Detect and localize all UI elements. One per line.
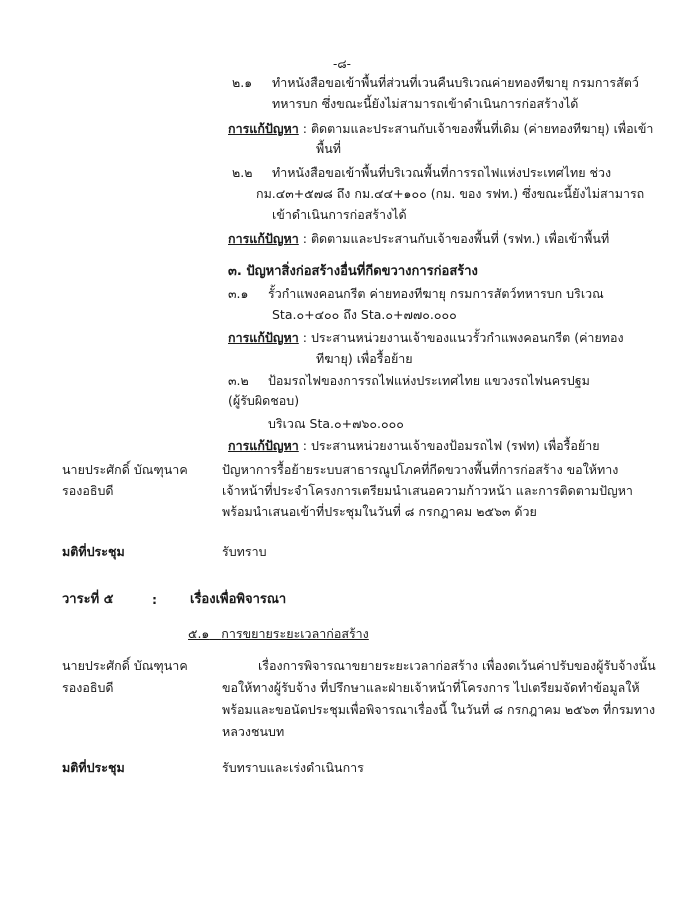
agenda-5-1 bbox=[188, 626, 369, 642]
speaker-1-line2: เจ้าหน้าที่ประจำโครงการเตรียมนำเสนอความก้าวหน้า และการติดตามปัญหา bbox=[222, 483, 633, 498]
agenda-5-label: วาระที่ ๕ bbox=[62, 592, 114, 607]
item-3-2-line3: บริเวณ Sta.๐+๗๖๐.๐๐๐ bbox=[268, 416, 404, 431]
solution-2-2-line1: : ติดตามและประสานกับเจ้าของพื้นที่ (รฟท.) เพื่อเข้าพื้นที่ bbox=[298, 231, 610, 246]
solution-label: การแก้ปัญหา bbox=[228, 330, 299, 345]
resolution-2-label: มติที่ประชุม bbox=[62, 760, 125, 775]
page-number: -๘- bbox=[333, 57, 351, 71]
resolution-2-text: รับทราบและเร่งดำเนินการ bbox=[222, 760, 364, 775]
item-3-2-number: ๓.๒ bbox=[228, 373, 249, 388]
speaker-2-name: นายประศักดิ์ บัณฑุนาค bbox=[62, 658, 188, 673]
item-2-1-number: ๒.๑ bbox=[232, 75, 253, 90]
speaker-1-name: นายประศักดิ์ บัณฑุนาค bbox=[62, 462, 188, 477]
solution-3-1 bbox=[228, 330, 624, 346]
item-3-1-line1: รั้วกำแพงคอนกรีต ค่ายทองทีฆายุ กรมการสัตว์ทหารบก บริเวณ bbox=[268, 286, 604, 301]
speaker-2-line4: หลวงชนบท bbox=[222, 724, 285, 739]
speaker-1-line3: พร้อมนำเสนอเข้าที่ประชุมในวันที่ ๘ กรกฎาคม ๒๕๖๓ ด้วย bbox=[222, 504, 537, 519]
solution-2-1-line2: พื้นที่ bbox=[316, 141, 342, 156]
speaker-2-title: รองอธิบดี bbox=[62, 680, 114, 695]
item-2-2-number: ๒.๒ bbox=[232, 165, 253, 180]
resolution-1-label: มติที่ประชุม bbox=[62, 544, 125, 559]
section-3-heading: ๓. ปัญหาสิ่งก่อสร้างอื่นที่กีดขวางการก่อสร้าง bbox=[228, 264, 478, 279]
item-2-2-line2: กม.๔๓+๕๗๘ ถึง กม.๔๔+๑๐๐ (กม. ของ รฟท.) ซึ่งขณะนี้ยังไม่สามารถ bbox=[256, 186, 645, 201]
agenda-5-1-title: การขยายระยะเวลาก่อสร้าง bbox=[221, 626, 369, 641]
item-2-1-line1: ทำหนังสือขอเข้าพื้นที่ส่วนที่เวนคืนบริเวณค่ายทองทีฆายุ กรมการสัตว์ bbox=[272, 75, 639, 90]
item-3-1-number: ๓.๑ bbox=[228, 286, 249, 301]
item-3-2-line2: (ผู้รับผิดชอบ) bbox=[228, 393, 300, 408]
solution-3-1-line2: ทีฆายุ) เพื่อรื้อย้าย bbox=[316, 351, 413, 366]
solution-3-2-line1: : ประสานหน่วยงานเจ้าของป้อมรถไฟ (รฟท) เพื่อรื้อย้าย bbox=[298, 438, 600, 453]
resolution-1-text: รับทราบ bbox=[222, 544, 267, 559]
speaker-1-line1: ปัญหาการรื้อย้ายระบบสาธารณูปโภคที่กีดขวางพื้นที่การก่อสร้าง ขอให้ทาง bbox=[222, 462, 619, 477]
item-2-2-line1: ทำหนังสือขอเข้าพื้นที่บริเวณพื้นที่การรถไฟแห่งประเทศไทย ช่วง bbox=[272, 165, 612, 180]
speaker-2-line3: พร้อมและขอนัดประชุมเพื่อพิจารณาเรื่องนี้ ในวันที่ ๘ กรกฎาคม ๒๕๖๓ ที่กรมทาง bbox=[222, 702, 656, 717]
item-3-2-line1: ป้อมรถไฟของการรถไฟแห่งประเทศไทย แขวงรถไฟนครปฐม bbox=[268, 373, 590, 388]
item-2-2-line3: เข้าดำเนินการก่อสร้างได้ bbox=[272, 207, 407, 222]
speaker-1-title: รองอธิบดี bbox=[62, 483, 114, 498]
agenda-5-colon: : bbox=[152, 592, 157, 607]
solution-label: การแก้ปัญหา bbox=[228, 121, 299, 136]
solution-3-2 bbox=[228, 438, 600, 454]
speaker-2-line1: เรื่องการพิจารณาขยายระยะเวลาก่อสร้าง เพื่องดเว้นค่าปรับของผู้รับจ้างนั้น bbox=[258, 658, 656, 673]
solution-2-1 bbox=[228, 121, 653, 137]
solution-label: การแก้ปัญหา bbox=[228, 438, 299, 453]
agenda-5-title: เรื่องเพื่อพิจารณา bbox=[190, 592, 287, 607]
solution-3-1-line1: : ประสานหน่วยงานเจ้าของแนวรั้วกำแพงคอนกรีต (ค่ายทอง bbox=[298, 330, 624, 345]
agenda-5-1-number: ๕.๑ bbox=[188, 626, 210, 641]
solution-2-2 bbox=[228, 231, 609, 247]
item-3-1-line2: Sta.๐+๔๐๐ ถึง Sta.๐+๗๗๐.๐๐๐ bbox=[272, 307, 457, 322]
item-2-1-line2: ทหารบก ซึ่งขณะนี้ยังไม่สามารถเข้าดำเนินการก่อสร้างได้ bbox=[272, 96, 579, 111]
solution-label: การแก้ปัญหา bbox=[228, 231, 299, 246]
solution-2-1-line1: : ติดตามและประสานกับเจ้าของพื้นที่เดิม (ค่ายทองทีฆายุ) เพื่อเข้า bbox=[298, 121, 654, 136]
speaker-2-line2: ขอให้ทางผู้รับจ้าง ที่ปรึกษาและฝ่ายเจ้าหน้าที่โครงการ ไปเตรียมจัดทำข้อมูลให้ bbox=[222, 680, 640, 695]
